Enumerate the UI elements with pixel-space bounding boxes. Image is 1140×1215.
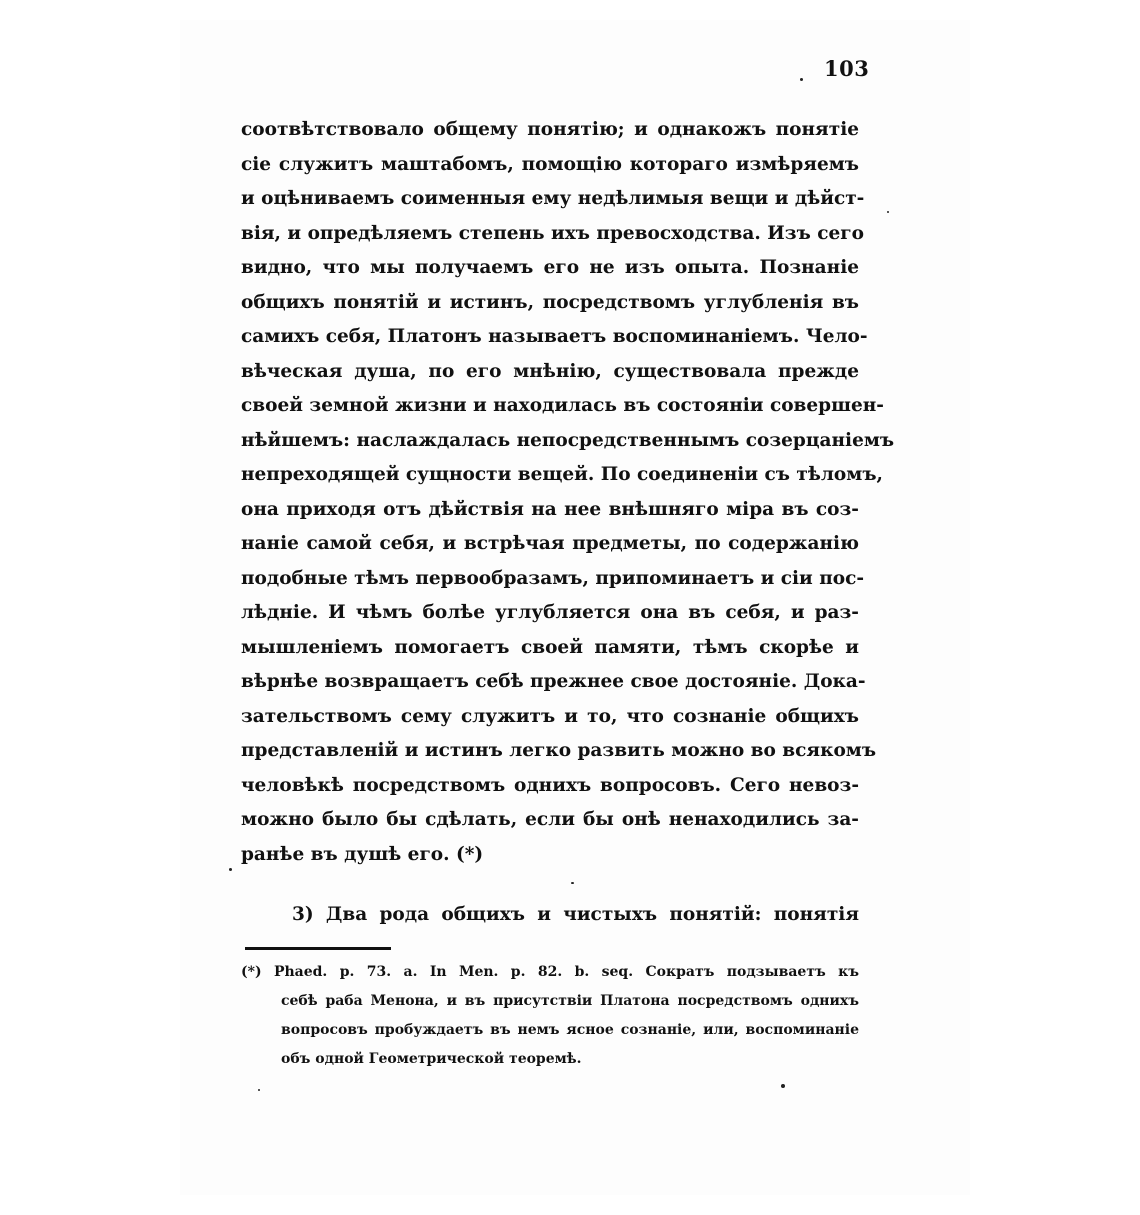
footnote-divider [245, 947, 391, 950]
text-line: общихъ понятій и истинъ, посредствомъ углубленія въ [241, 291, 859, 313]
text-line: наніе самой себя, и встрѣчая предметы, по содержанію [241, 533, 859, 554]
text-line: подобные тѣмъ первообразамъ, припоминаетъ и сіи пос- [241, 567, 865, 589]
section-heading: 3) Два рода общихъ и чистыхъ понятій: понятія [292, 904, 859, 925]
text-line: непреходящей сущности вещей. По соединеніи съ тѣломъ, [241, 464, 883, 485]
footnote-line: вопросовъ пробуждаетъ въ немъ ясное сознаніе, или, воспоминаніе [281, 1022, 859, 1038]
footnote-line: объ одной Геометрической теоремѣ. [281, 1051, 582, 1067]
text-line: сіе служитъ маштабомъ, помощію котораго измѣряемъ [241, 153, 859, 175]
scan-speck [229, 868, 232, 871]
text-line: вія, и опредѣляемъ степень ихъ превосходства. Изъ сего [241, 222, 864, 244]
text-line: ранѣе въ душѣ его. (*) [241, 843, 484, 865]
text-line: человѣкѣ посредствомъ однихъ вопросовъ. Сего невоз- [241, 774, 859, 796]
text-line: своей земной жизни и находилась въ состояніи совершен- [241, 395, 884, 416]
text-line: лѣдніе. И чѣмъ болѣе углубляется она въ себя, и раз- [241, 602, 859, 623]
scan-speck [800, 78, 803, 81]
page-number: 103 [824, 56, 870, 81]
footnote [241, 958, 859, 1074]
body-text [241, 113, 895, 872]
text-line: самихъ себя, Платонъ называетъ воспоминаніемъ. Чело- [241, 326, 868, 347]
scan-speck [258, 1089, 260, 1091]
text-line: представленій и истинъ легко развить можно во всякомъ [241, 740, 877, 761]
text-line: нѣйшемъ: наслаждалась непосредственнымъ созерцаніемъ [241, 429, 895, 451]
scan-speck [571, 882, 574, 884]
text-line: и оцѣниваемъ соименныя ему недѣлимыя вещи и дѣйст- [241, 188, 865, 209]
text-line: вѣрнѣе возвращаетъ себѣ прежнее свое достояніе. Дока- [241, 671, 866, 692]
text-line: она приходя отъ дѣйствія на нее внѣшняго міра въ соз- [241, 498, 859, 520]
text-line: зательствомъ сему служитъ и то, что сознаніе общихъ [241, 705, 859, 727]
text-line: можно было бы сдѣлать, если бы онѣ ненаходились за- [241, 809, 859, 830]
text-line: мышленіемъ помогаетъ своей памяти, тѣмъ скорѣе и [241, 636, 859, 658]
text-line: соотвѣтствовало общему понятію; и однакожъ понятіе [241, 119, 859, 140]
footnote-line: себѣ раба Менона, и въ присутствіи Платона посредствомъ однихъ [281, 993, 859, 1009]
footnote-line: (*) Phaed. p. 73. a. In Men. p. 82. b. seq. Сократъ подзываетъ къ [241, 964, 859, 980]
scan-speck [781, 1084, 785, 1088]
text-line: видно, что мы получаемъ его не изъ опыта. Познаніе [241, 257, 859, 278]
text-line: вѣческая душа, по его мнѣнію, существовала прежде [241, 360, 859, 382]
scan-speck [887, 211, 889, 213]
